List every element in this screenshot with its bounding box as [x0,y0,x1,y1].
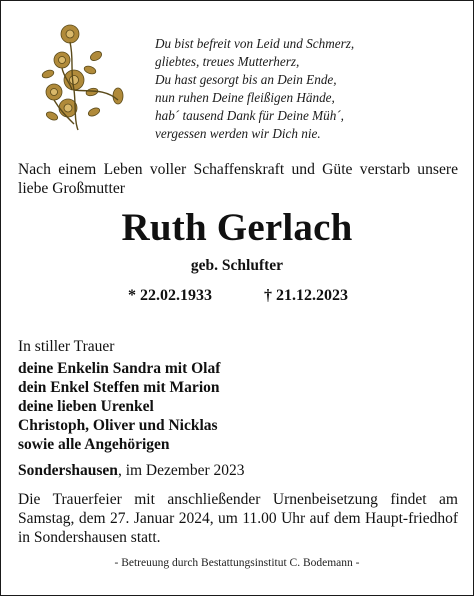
mourner-line: deine lieben Urenkel [18,398,154,415]
deceased-name: Ruth Gerlach [121,206,353,249]
mourner-line: deine Enkelin Sandra mit Olaf [18,360,221,377]
rose-icon [34,20,132,132]
poem-line: hab´ tausend Dank für Deine Müh´, [155,108,344,123]
death-date: † 21.12.2023 [264,287,348,304]
poem-line: Du hast gesorgt bis an Dein Ende, [155,72,337,87]
maiden-name: geb. Schlufter [190,257,284,274]
mourners-list [18,359,220,454]
poem-line: nun ruhen Deine fleißigen Hände, [155,90,335,105]
place-month: , im Dezember 2023 [117,462,245,479]
intro-text: Nach einem Leben voller Schaffenskraft und Güte verstarb unsere liebe Großmutter [18,161,458,197]
place-date [18,462,244,480]
poem [155,35,354,143]
mourner-line: Christoph, Oliver und Nicklas [18,417,218,434]
mourner-line: sowie alle Angehörigen [18,436,170,453]
funeral-home-credit: - Betreuung durch Bestattungsinstitut C. Bodemann - [114,557,360,569]
poem-line: Du bist befreit von Leid und Schmerz, [155,36,355,51]
mourning-heading: In stiller Trauer [18,338,115,355]
poem-line: gliebtes, treues Mutterherz, [155,54,300,69]
funeral-info: Die Trauerfeier mit anschließender Urnenbeisetzung findet am Samstag, dem 27. Januar 2024, um 11.00 Uhr auf dem Haupt-friedhof in Sondershausen statt. [18,491,458,546]
birth-date: * 22.02.1933 [128,287,212,304]
mourner-line: dein Enkel Steffen mit Marion [18,379,220,396]
poem-line: vergessen werden wir Dich nie. [155,126,321,141]
place-city: Sondershausen [18,462,118,479]
